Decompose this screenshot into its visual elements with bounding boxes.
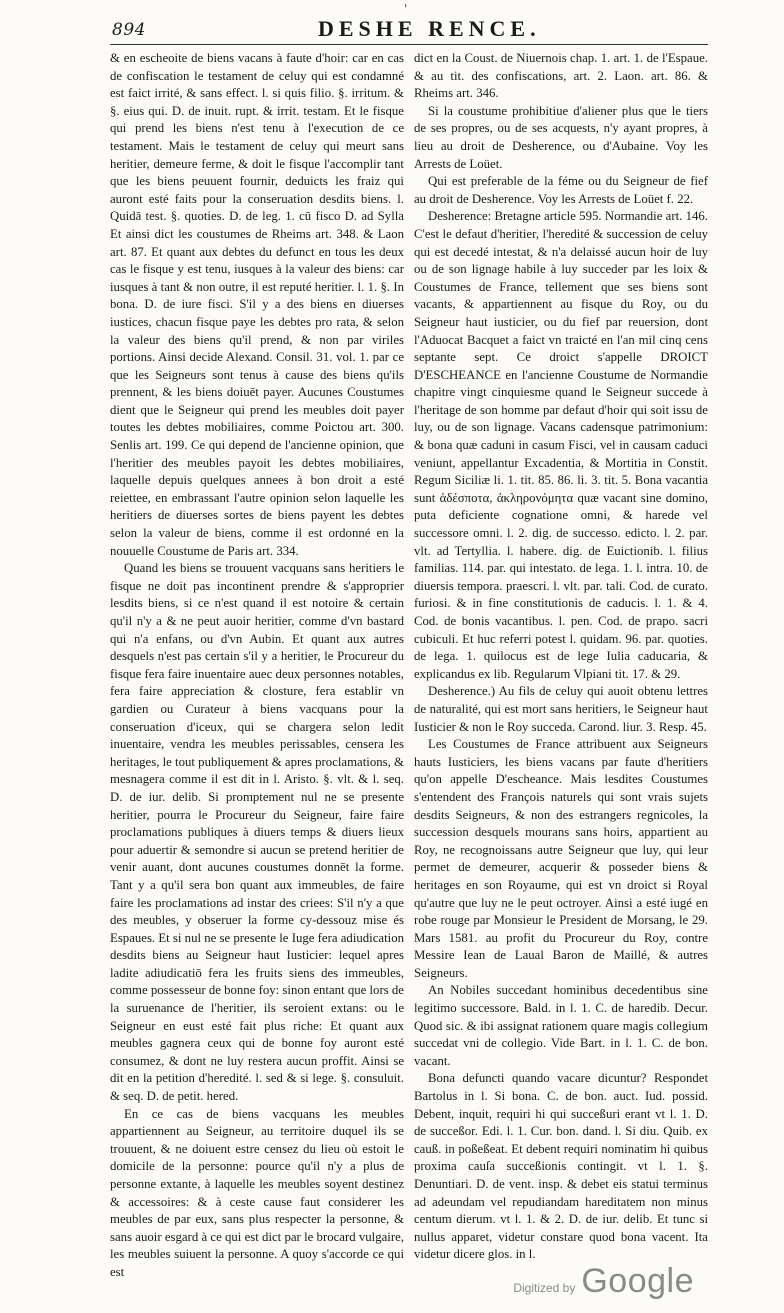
paragraph: An Nobiles succedant hominibus decedentibus sine legitimo successore. Bald. in l. 1. C. de haredib. Decur. Quod sic. & ibi assignat rationem quare magis collegium succedat vni de collegio. Vide Bart. in l. 1. C. de bon. vacant. — [414, 983, 708, 1068]
google-watermark — [513, 1262, 694, 1301]
paragraph: Desherence.) Au fils de celuy qui auoit obtenu lettres de naturalité, qui est mort sans heritiers, le Seigneur haut Iusticier & non le Roy succeda. Carond. liur. 3. Resp. 45. — [414, 684, 708, 734]
paragraph: Les Coustumes de France attribuent aux Seigneurs hauts Iusticiers, les biens vacans par faute d'heritiers qu'on appelle D'escheance. Mais lesdites Coustumes s'entendent des François naturels qui sont vrais sujets desdits Seigneurs, & non des estrangers regnicoles, la succession desquels mourans sans hoirs, appartient au Roy, ne recognoissans autre Seigneur que luy, qui leur permet de demeurer, acquerir & posseder biens & heritages en son Royaume, qui est vn droict si Royal qu'autre que luy ne le peut octroyer. Ainsi a esté iugé en robe rouge par Monsieur le President de Morsang, le 29. Mars 1581. au profit du Procureur du Roy, contre Messire Iean de Laual Baron de Maillé, & autres Seigneurs. — [414, 737, 708, 980]
paragraph: Desherence: Bretagne article 595. Normandie art. 146. C'est le defaut d'heritier, l'heredité & succession de celuy qui est decedé intestat, & n'a delaissé aucun hoir de luy ou de son lignage habile à luy succeder par les loix & Coustumes de France, tellement que ses biens sont vacants, & appartiennent au fisque du Roy, ou du Seigneur haut iusticier, ou du fief par reuersion, dont l'Aduocat Bacquet a faict vn traicté en l'an mil cinq cens septante sept. Ce droict s'appelle DROICT D'ESCHEANCE en l'ancienne Coustume de Normandie chapitre vingt cinquiesme quand le Seigneur succede à l'heritage de son homme par defaut d'hoir qui soit issu de luy, ou de son lignage. Vacans cadensque patrimonium: & bona quæ caduni in casum Fisci, vel in causam caduci veniunt, appellantur Excadentia, & Mortitia in Constit. Regum Siciliæ li. 1. tit. 85. 86. li. 3. tit. 5. Bona vacantia sunt ἀδέσποτα, ἀκληρονόμητα quæ vacant sine domino, puta deficiente cognatione omni, & harede vel successore omni. l. 2. dig. de successo. edicto. l. 2. par. vlt. ad Tertyllia. l. habere. dig. de Euictionib. l. filius familias. 114. par. qui intestato. de lega. 1. l. intra. 10. de diuersis tempora. praescri. l. vlt. par. tali. Cod. de curato. furiosi. & in fine constitutionis de caducis. l. 1. & 4. Cod. de bonis vacantibus. l. pen. Cod. de prapo. sacri cubiculi. Et huc referri potest l. quidam. 96. par. quoties. de lega. 1. quilocus est de lege Iulia caducaria, & explicandus ex lib. Regularum Vlpiani tit. 17. & 29. — [414, 209, 708, 681]
paragraph: Si la coustume prohibitiue d'aliener plus que le tiers de ses propres, ou de ses acquests, n'y ayant propres, à lieu au droit de Desherence, ou d'Aubaine. Voy les Arrests de Loüet. — [414, 103, 708, 171]
left-column — [110, 50, 404, 1279]
paragraph: Qui est preferable de la féme ou du Seigneur de fief au droit de Desherence. Voy les Arrests de Loüet f. 22. — [414, 174, 708, 206]
running-head: DESHE RENCE. — [318, 16, 541, 41]
header-rule — [110, 44, 708, 45]
paragraph: Bona defuncti quando vacare dicuntur? Respondet Bartolus in l. Si bona. C. de bon. auct. Iud. possid. Debent, inquit, requiri hi qui succeßuri erant vt l. 1. D. de succeßor. Edi. l. 1. Cur. bon. dand. l. Si diu. Quib. ex cauß. in poßeßeat. Et debent requiri nominatim hi quibus proxima cauſa succeßionis contingit. vt l. 1. §. Denuntiari. D. de vent. insp. & debet eis statui terminus ad adeundam vel repudiandam hareditatem non minus centum dierum. vt l. 1. & 2. D. de iur. delib. Et tunc si nullus apparet, videtur constare quod bona vacent. Ita videtur dicere glos. in l. — [414, 1071, 708, 1262]
watermark-prefix: Digitized by — [513, 1281, 576, 1295]
right-column — [414, 50, 708, 1262]
paragraph: Quand les biens se trouuent vacquans sans heritiers le fisque ne doit pas incontinent prendre & s'approprier lesdits biens, si ce n'est quand il est notoire & certain qu'il n'y a & ne peut auoir heritier, comme d'vn bastard qui n'a enfans, ou d'vn Aubin. Et quant aux autres desquels n'est pas certain s'il y a heritier, le Procureur du fisque fera faire inuentaire auec deux personnes notables, fera faire appreciation & closture, fera establir vn gardien ou Curateur à biens vacquans pour la conseruation d'iceux, qui se chargera selon ledit inuentaire, vendra les meubles perissables, censera les heritages, le tout publiquement & apres proclamations, & mesnagera comme il est dit in l. Aristo. §. vlt. & l. seq. D. de iur. delib. Si promptement nul ne se presente heritier, pourra le Procureur du Seigneur, faire faire proclamations publiques à diuers temps & diuers lieux pour aduertir & semondre si aucun se pretend heritier de venir auant, dont aucunes coustumes donnēt la forme. Tant y a qu'il sera bon quant aux immeubles, de faire faire les proclamations ad instar des criees: S'il n'y a que des meubles, y obseruer la forme cy-dessouz mise és Espaues. Et si nul ne se presente le Iuge fera adiudication desdits biens au Seigneur haut Iusticier: lequel apres ladite adiudicatiō fera les fruits siens des immeubles, comme possesseur de bonne foy: sinon entant que lors de la suruenance de l'heritier, ils seroient extans: ou le Seigneur en eust esté fait plus riche: Et quant aux meubles gagnera ceux qui de bonne foy auront esté consumez, & dont ne luy restera aucun proffit. Ainsi se dit en la petition d'heredité. l. sed & si lege. §. consuluit. & seq. D. de petit. hered. — [110, 561, 404, 1104]
paragraph: & en escheoite de biens vacans à faute d'hoir: car en cas de confiscation le testament de celuy qui est condamné est faict irrité, & sans effect. l. si quis filio. §. irritum. & §. eius qui. D. de inuit. rupt. & irrit. testam. Et le fisque qui prend les biens n'est tenu à l'execution de ce testament. Mais le testament de celuy qui meurt sans heritier, demeure ferme, & doit le fisque l'accomplir tant que les biens peuuent fournir, deduicts les fraiz qui auront esté faits pour la conseruation desdits biens. l. Quidā test. §. quoties. D. de leg. 1. cū fisco D. ad Sylla Et ainsi dict les coustumes de Rheims art. 348. & Laon art. 87. Et quant aux debtes du defunct en tous les deux cas le fisque y est tenu, iusques à la valeur des biens: car iusques à tant & non outre, il est reputé heritier. l. 1. §. In bona. D. de iure fisci. S'il y a des biens en diuerses iustices, chacun fisque paye les debtes pro rata, & selon la valeur des biens qu'il prend, & non par viriles portions. Ainsi decide Alexand. Consil. 31. vol. 1. par ce que les Seigneurs sont tenus à cause des biens qu'ils prennent, & les biens doiuēt payer. Aucunes Coustumes dient que le Seigneur qui prend les meubles doit payer toutes les debtes mobiliaires, comme Poictou art. 300. Senlis art. 199. Ce qui depend de l'ancienne opinion, que l'heritier des meubles payoit les debtes mobiliaires, laquelle depuis quelques annees à bon droit a esté reiettee, en embrassant l'autre opinion selon laquelle les heritiers de diuerses sortes de biens payent les debtes selon la valeur de biens, comme il est ordonné en la nouuelle Coustume de Paris art. 334. — [110, 51, 404, 558]
paragraph: dict en la Coust. de Niuernois chap. 1. art. 1. de l'Espaue. & au tit. des confiscations, art. 2. Laon. art. 86. & Rheims art. 346. — [414, 51, 708, 101]
paragraph: En ce cas de biens vacquans les meubles appartiennent au Seigneur, au territoire duquel ils se trouuent, & ne doiuent estre censez du lieu où estoit le domicile de la personne: pource qu'il n'y a plus de personne extante, à laquelle les meubles soyent destinez & accessoires: & à ceste cause faut considerer les meubles de par eux, sans plus respecter la personne, & sans auoir esgard à ce qui est dict par le brocard vulgaire, les meubles suiuent la personne. A quoy s'accorde ce qui est — [110, 1106, 404, 1279]
top-mark: ' — [404, 2, 408, 16]
page-number: 894 — [112, 20, 146, 40]
google-logo: Google — [581, 1262, 694, 1300]
